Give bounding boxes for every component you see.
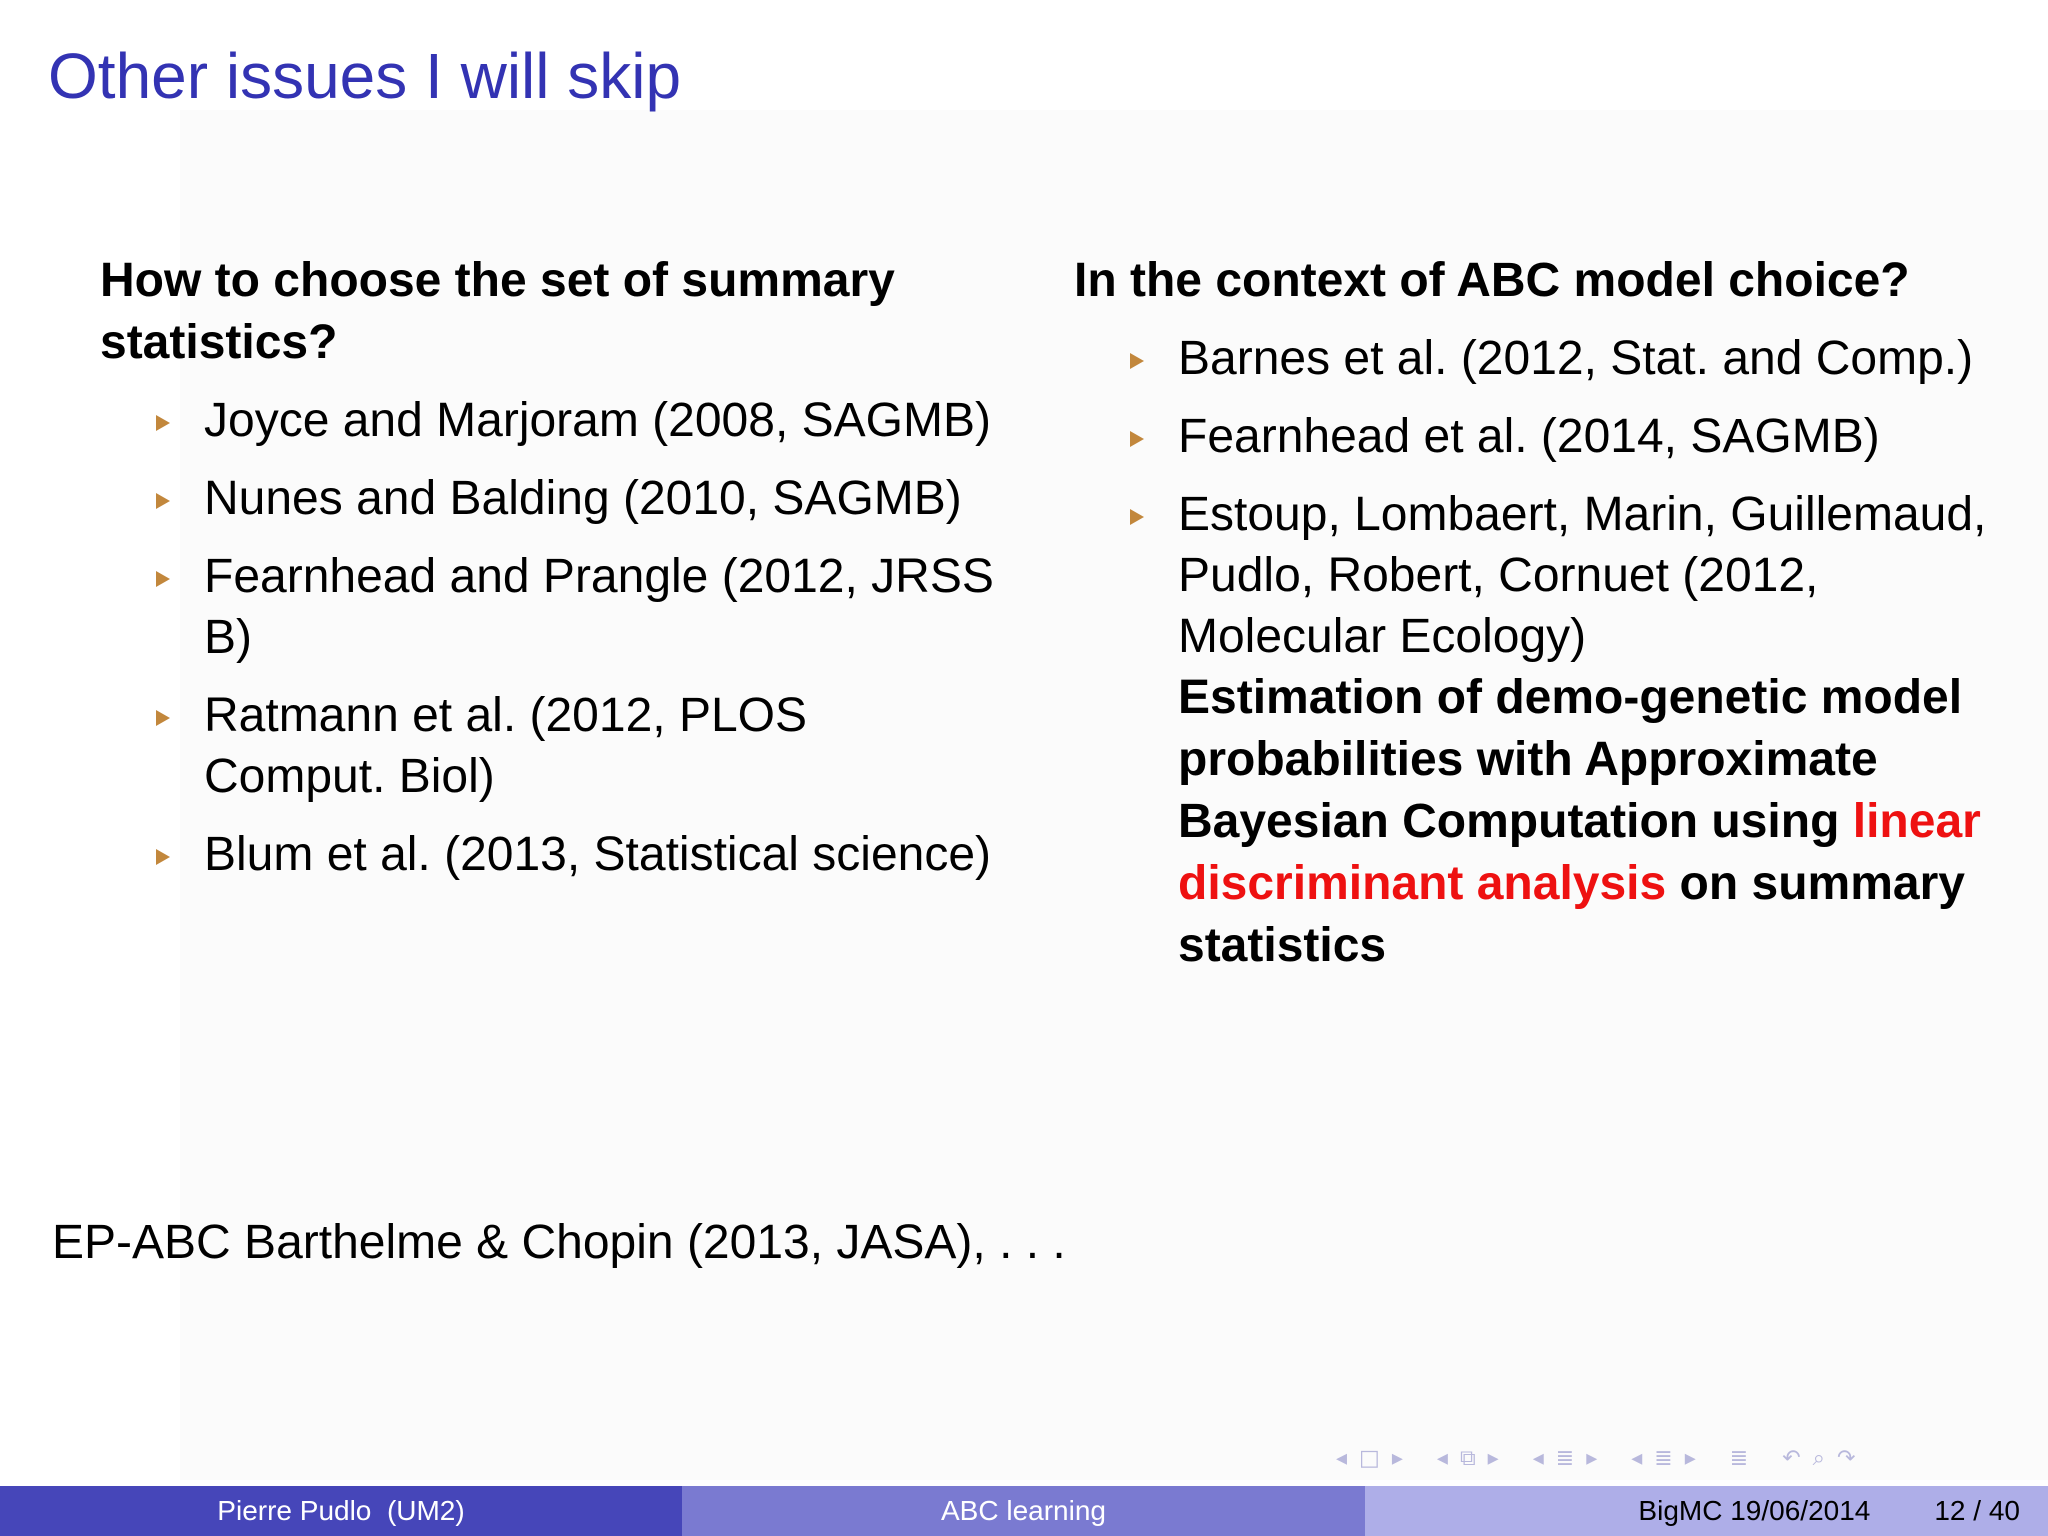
nav-part-group: [1625, 1446, 1702, 1471]
subsection-icon[interactable]: ⧉: [1459, 1445, 1476, 1471]
list-item: Fearnhead et al. (2014, SAGMB): [1074, 406, 2014, 467]
next-subsection-icon[interactable]: ▸: [1487, 1445, 1499, 1471]
prev-frame-icon[interactable]: ◂: [1336, 1445, 1348, 1471]
footer-author: Pierre Pudlo (UM2): [0, 1486, 682, 1536]
footer-info: [1365, 1486, 2048, 1536]
footer-page-number: 12 / 40: [1934, 1495, 2020, 1526]
nav-align-group: [1724, 1446, 1754, 1471]
footer-bar: [0, 1486, 2048, 1536]
bullet-triangle-icon: [156, 415, 170, 431]
list-item: Barnes et al. (2012, Stat. and Comp.): [1074, 328, 2014, 389]
list-item: Ratmann et al. (2012, PLOS Comput. Biol): [100, 685, 1000, 807]
nav-section-group: [1527, 1446, 1604, 1471]
footer-title: ABC learning: [682, 1486, 1365, 1536]
undo-icon[interactable]: ↶: [1782, 1445, 1801, 1471]
left-heading: How to choose the set of summary statistics?: [100, 254, 895, 369]
bullet-triangle-icon: [156, 571, 170, 587]
nav-subsection-group: [1431, 1446, 1505, 1471]
footnote: EP-ABC Barthelme & Chopin (2013, JASA), . . .: [52, 1216, 1066, 1269]
list-item: Estoup, Lombaert, Marin, Guillemaud, Pudlo, Robert, Cornuet (2012, Molecular Ecology) Estimation of demo-genetic model probabilities with Approximate Bayesian Computation using linear discriminant analysis on summary statistics: [1074, 484, 2014, 977]
list-item: Nunes and Balding (2010, SAGMB): [100, 468, 1000, 529]
next-frame-icon[interactable]: ▸: [1391, 1445, 1403, 1471]
right-column: [1074, 250, 2014, 994]
bullet-triangle-icon: [1130, 353, 1144, 369]
prev-section-icon[interactable]: ◂: [1532, 1445, 1544, 1471]
next-part-icon[interactable]: ▸: [1684, 1445, 1696, 1471]
list-item: Blum et al. (2013, Statistical science): [100, 824, 1000, 885]
bullet-triangle-icon: [156, 849, 170, 865]
frame-icon[interactable]: □: [1359, 1445, 1380, 1471]
redo-icon[interactable]: ↷: [1836, 1445, 1856, 1471]
bullet-triangle-icon: [1130, 509, 1144, 525]
left-list: [100, 390, 1000, 885]
part-icon[interactable]: ≣: [1654, 1445, 1673, 1471]
slide-title: Other issues I will skip: [48, 40, 682, 112]
paper-title: Estimation of demo-genetic model probabilities with Approximate Bayesian Computation using linear discriminant analysis on summary statistics: [1178, 671, 1981, 972]
nav-search-group: [1776, 1446, 1861, 1471]
left-column: [100, 250, 1000, 902]
right-list: [1074, 328, 2014, 977]
bullet-triangle-icon: [156, 710, 170, 726]
list-item: Fearnhead and Prangle (2012, JRSS B): [100, 546, 1000, 668]
bullet-triangle-icon: [156, 493, 170, 509]
right-heading: In the context of ABC model choice?: [1074, 254, 1910, 307]
prev-part-icon[interactable]: ◂: [1631, 1445, 1643, 1471]
beamer-navigation-bar: [1330, 1440, 1883, 1476]
footer-event-date: BigMC 19/06/2014: [1638, 1495, 1871, 1526]
next-section-icon[interactable]: ▸: [1586, 1445, 1598, 1471]
section-icon[interactable]: ≣: [1555, 1445, 1575, 1471]
nav-frame-group: [1330, 1446, 1409, 1471]
align-icon[interactable]: ≣: [1729, 1445, 1749, 1471]
highlighted-phrase: linear discriminant analysis: [1178, 795, 1981, 910]
search-icon[interactable]: ⌕: [1812, 1445, 1825, 1471]
prev-subsection-icon[interactable]: ◂: [1436, 1445, 1448, 1471]
bullet-triangle-icon: [1130, 431, 1144, 447]
list-item: Joyce and Marjoram (2008, SAGMB): [100, 390, 1000, 451]
